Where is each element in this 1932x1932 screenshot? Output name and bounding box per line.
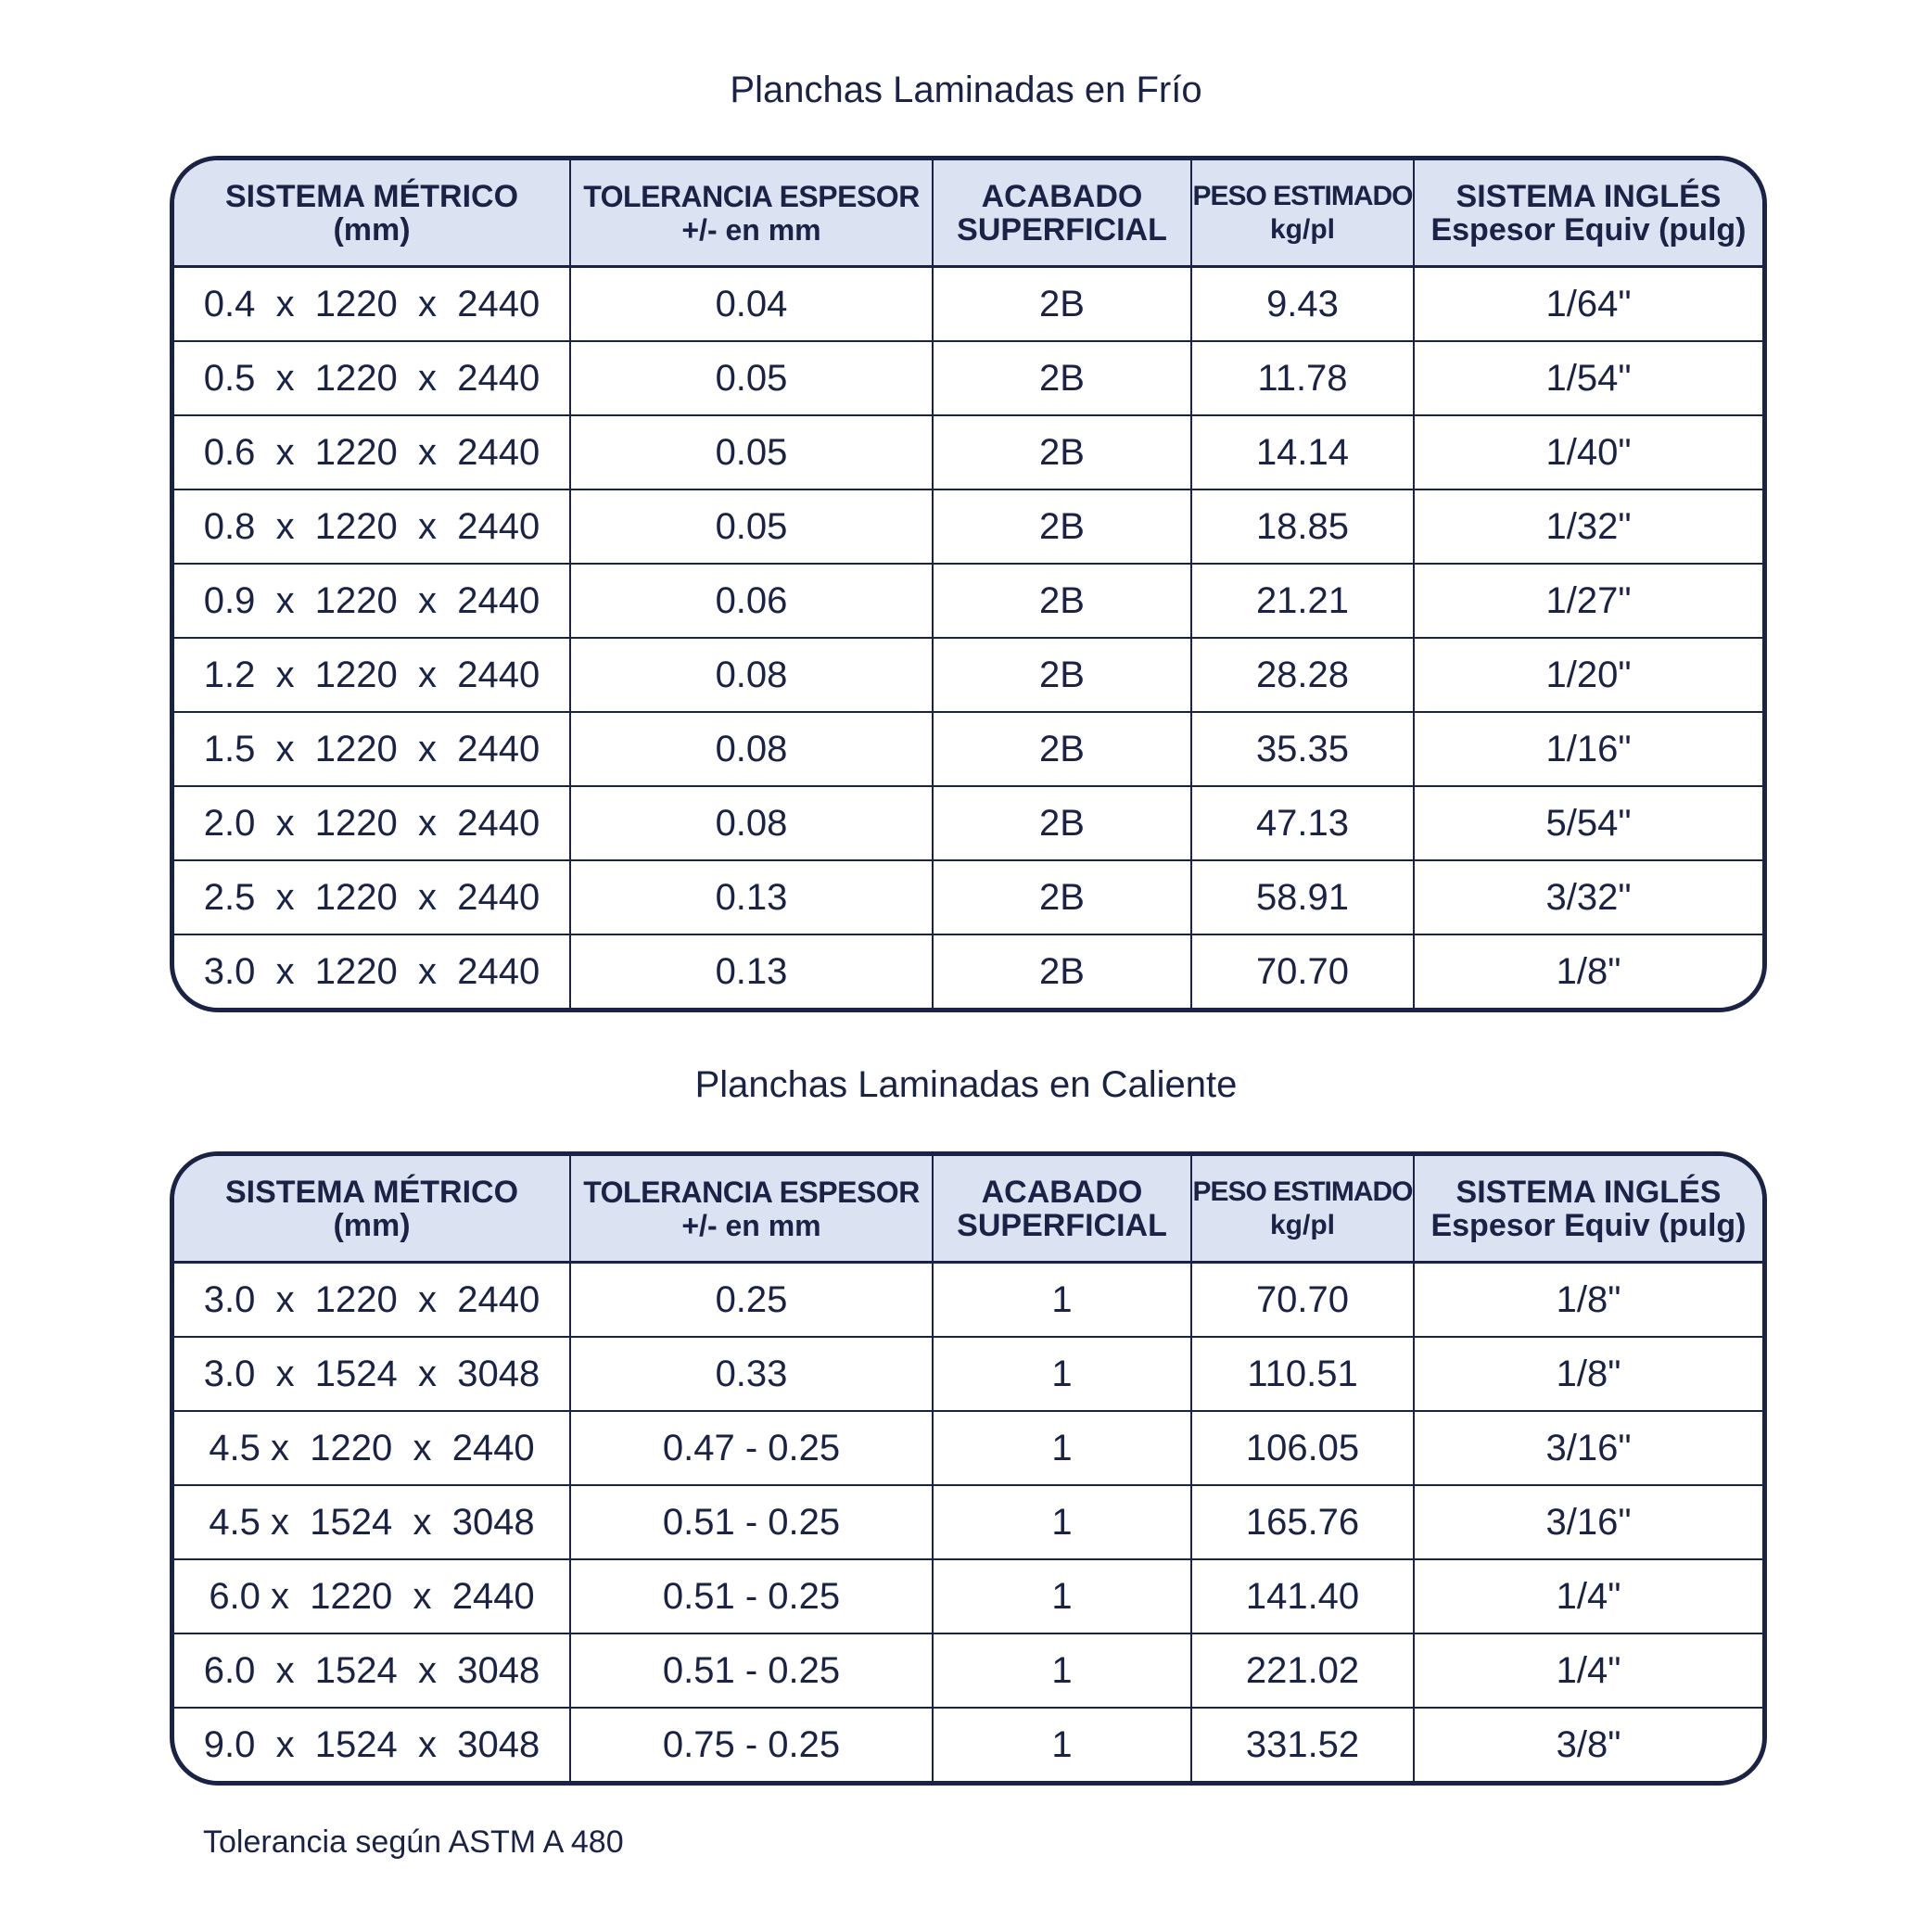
metric-size-cell: 3.0 x 1220 x 2440 [174,934,570,1008]
header-tolerance: TOLERANCIA ESPESOR +/- en mm [570,1156,933,1263]
english-thickness-cell: 1/64" [1414,267,1762,342]
cold-header-row [174,160,1762,267]
finish-cell: 2B [933,638,1191,712]
finish-cell: 1 [933,1337,1191,1411]
table-row [174,860,1762,934]
finish-cell: 1 [933,1633,1191,1708]
english-thickness-cell: 1/54" [1414,341,1762,415]
metric-size-cell: 9.0 x 1524 x 3048 [174,1708,570,1781]
weight-cell: 70.70 [1191,1263,1414,1338]
english-thickness-cell: 1/8" [1414,1337,1762,1411]
weight-cell: 35.35 [1191,712,1414,786]
finish-cell: 1 [933,1559,1191,1633]
cold-table-title: Planchas Laminadas en Frío [730,70,1202,110]
finish-cell: 1 [933,1485,1191,1559]
hot-table-body [174,1263,1762,1782]
weight-cell: 21.21 [1191,564,1414,638]
cold-rolled-table-container [170,156,1767,1012]
finish-cell: 2B [933,267,1191,342]
table-row [174,1708,1762,1781]
english-thickness-cell: 1/8" [1556,950,1621,992]
tolerance-cell: 0.06 [570,564,933,638]
weight-cell: 70.70 [1191,934,1414,1008]
table-row [174,1559,1762,1633]
metric-size-cell: 0.8 x 1220 x 2440 [174,489,570,564]
metric-size-cell: 1.2 x 1220 x 2440 [174,638,570,712]
metric-size-cell: 0.4 x 1220 x 2440 [174,267,570,342]
english-thickness-cell: 3/8" [1556,1723,1621,1765]
table-row [174,1633,1762,1708]
english-thickness-cell: 1/8" [1414,1263,1762,1338]
header-metric: SISTEMA MÉTRICO (mm) [174,1156,570,1263]
metric-size-cell: 6.0 x 1524 x 3048 [174,1633,570,1708]
header-english: SISTEMA INGLÉS Espesor Equiv (pulg) [1414,160,1762,267]
finish-cell: 2B [933,341,1191,415]
finish-cell: 2B [933,934,1191,1008]
header-finish: ACABADO SUPERFICIAL [933,1156,1191,1263]
weight-cell: 106.05 [1191,1411,1414,1485]
table-row [174,564,1762,638]
tolerance-cell: 0.75 - 0.25 [570,1708,933,1781]
tolerance-footnote: Tolerancia según ASTM A 480 [203,1824,624,1860]
weight-cell: 141.40 [1191,1559,1414,1633]
tolerance-cell: 0.04 [570,267,933,342]
weight-cell: 18.85 [1191,489,1414,564]
cold-table-body [174,267,1762,1009]
finish-cell: 2B [933,786,1191,860]
table-row [174,1337,1762,1411]
metric-size-cell: 3.0 x 1524 x 3048 [174,1337,570,1411]
hot-rolled-table-container [170,1151,1767,1786]
weight-cell: 221.02 [1191,1633,1414,1708]
header-weight: PESO ESTIMADO kg/pl [1191,160,1414,267]
tolerance-cell: 0.08 [570,712,933,786]
header-tolerance: TOLERANCIA ESPESOR +/- en mm [570,160,933,267]
english-thickness-cell: 1/4" [1414,1559,1762,1633]
weight-cell: 28.28 [1191,638,1414,712]
weight-cell: 47.13 [1191,786,1414,860]
weight-cell: 331.52 [1191,1708,1414,1781]
finish-cell: 1 [933,1263,1191,1338]
tolerance-cell: 0.33 [570,1337,933,1411]
table-row [174,638,1762,712]
hot-header-row [174,1156,1762,1263]
tolerance-cell: 0.08 [570,786,933,860]
table-row [174,786,1762,860]
english-thickness-cell: 1/16" [1414,712,1762,786]
weight-cell: 14.14 [1191,415,1414,489]
finish-cell: 2B [933,860,1191,934]
english-thickness-cell: 1/27" [1414,564,1762,638]
metric-size-cell: 0.6 x 1220 x 2440 [174,415,570,489]
header-weight: PESO ESTIMADO kg/pl [1191,1156,1414,1263]
english-thickness-cell: 1/4" [1414,1633,1762,1708]
metric-size-cell: 0.5 x 1220 x 2440 [174,341,570,415]
metric-size-cell: 3.0 x 1220 x 2440 [174,1263,570,1338]
table-row [174,712,1762,786]
finish-cell: 2B [933,489,1191,564]
finish-cell: 1 [933,1411,1191,1485]
finish-cell: 2B [933,564,1191,638]
finish-cell: 2B [933,415,1191,489]
cold-rolled-table [174,160,1762,1008]
metric-size-cell: 6.0 x 1220 x 2440 [174,1559,570,1633]
english-thickness-cell: 1/20" [1414,638,1762,712]
table-row [174,1263,1762,1338]
table-row [174,415,1762,489]
metric-size-cell: 1.5 x 1220 x 2440 [174,712,570,786]
table-row [174,341,1762,415]
tolerance-cell: 0.13 [570,934,933,1008]
weight-cell: 58.91 [1191,860,1414,934]
weight-cell: 110.51 [1191,1337,1414,1411]
header-metric: SISTEMA MÉTRICO (mm) [174,160,570,267]
weight-cell: 11.78 [1191,341,1414,415]
tolerance-cell: 0.51 - 0.25 [570,1559,933,1633]
metric-size-cell: 2.0 x 1220 x 2440 [174,786,570,860]
table-row [174,267,1762,342]
finish-cell: 1 [933,1708,1191,1781]
tolerance-cell: 0.05 [570,415,933,489]
tolerance-cell: 0.51 - 0.25 [570,1633,933,1708]
english-thickness-cell: 1/40" [1414,415,1762,489]
weight-cell: 9.43 [1191,267,1414,342]
tolerance-cell: 0.08 [570,638,933,712]
header-finish: ACABADO SUPERFICIAL [933,160,1191,267]
metric-size-cell: 4.5 x 1524 x 3048 [174,1485,570,1559]
header-english: SISTEMA INGLÉS Espesor Equiv (pulg) [1414,1156,1762,1263]
tolerance-cell: 0.05 [570,489,933,564]
table-row [174,1411,1762,1485]
table-row [174,934,1762,1008]
metric-size-cell: 4.5 x 1220 x 2440 [174,1411,570,1485]
finish-cell: 2B [933,712,1191,786]
metric-size-cell: 0.9 x 1220 x 2440 [174,564,570,638]
english-thickness-cell: 3/16" [1414,1485,1762,1559]
tolerance-cell: 0.25 [570,1263,933,1338]
hot-table-title: Planchas Laminadas en Caliente [694,1064,1238,1105]
metric-size-cell: 2.5 x 1220 x 2440 [174,860,570,934]
tolerance-cell: 0.05 [570,341,933,415]
english-thickness-cell: 5/54" [1414,786,1762,860]
table-row [174,489,1762,564]
table-row [174,1485,1762,1559]
english-thickness-cell: 3/16" [1414,1411,1762,1485]
tolerance-cell: 0.47 - 0.25 [570,1411,933,1485]
english-thickness-cell: 3/32" [1414,860,1762,934]
tolerance-cell: 0.51 - 0.25 [570,1485,933,1559]
weight-cell: 165.76 [1191,1485,1414,1559]
hot-rolled-table [174,1156,1762,1781]
english-thickness-cell: 1/32" [1414,489,1762,564]
tolerance-cell: 0.13 [570,860,933,934]
